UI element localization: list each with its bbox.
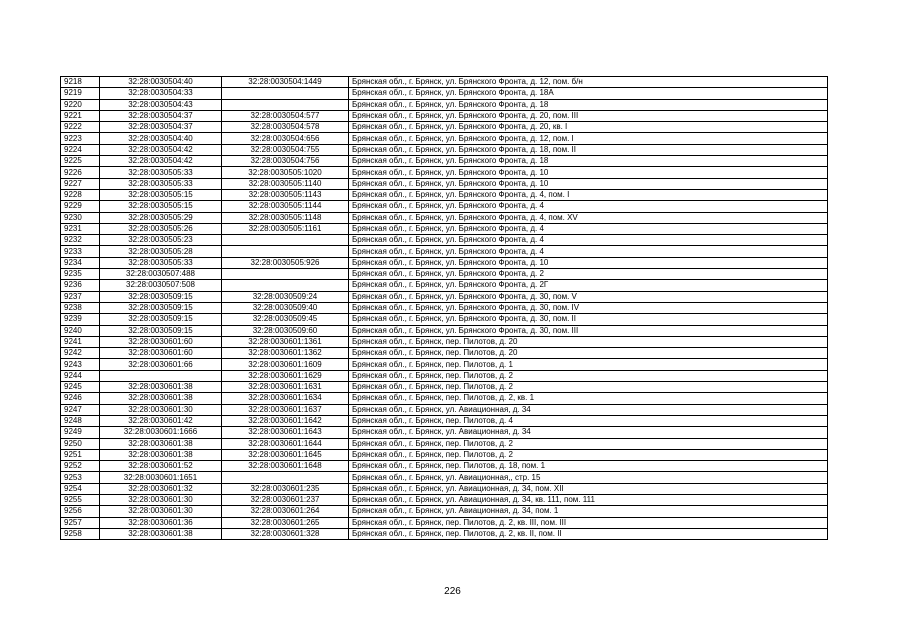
land-parcel-cadastral-number-cell: 32:28:0030509:15 bbox=[100, 314, 222, 325]
land-parcel-cadastral-number-cell: 32:28:0030505:29 bbox=[100, 212, 222, 223]
object-cadastral-number-cell: 32:28:0030601:1642 bbox=[222, 415, 349, 426]
object-cadastral-number-cell: 32:28:0030505:1148 bbox=[222, 212, 349, 223]
land-parcel-cadastral-number-cell: 32:28:0030505:15 bbox=[100, 189, 222, 200]
address-cell: Брянская обл., г. Брянск, пер. Пилотов, д. 2, кв. 1 bbox=[349, 393, 828, 404]
address-cell: Брянская обл., г. Брянск, ул. Брянского Фронта, д. 30, пом. V bbox=[349, 291, 828, 302]
land-parcel-cadastral-number-cell: 32:28:0030505:33 bbox=[100, 167, 222, 178]
land-parcel-cadastral-number-cell: 32:28:0030504:40 bbox=[100, 77, 222, 88]
table-row bbox=[61, 472, 828, 483]
row-number-cell: 9251 bbox=[61, 449, 100, 460]
object-cadastral-number-cell: 32:28:0030504:755 bbox=[222, 144, 349, 155]
object-cadastral-number-cell: 32:28:0030505:1143 bbox=[222, 189, 349, 200]
table-row bbox=[61, 99, 828, 110]
table-row bbox=[61, 336, 828, 347]
object-cadastral-number-cell: 32:28:0030601:1634 bbox=[222, 393, 349, 404]
address-cell: Брянская обл., г. Брянск, ул. Брянского Фронта, д. 4 bbox=[349, 246, 828, 257]
address-cell: Брянская обл., г. Брянск, ул. Брянского Фронта, д. 10 bbox=[349, 167, 828, 178]
land-parcel-cadastral-number-cell: 32:28:0030601:38 bbox=[100, 393, 222, 404]
address-cell: Брянская обл., г. Брянск, ул. Брянского Фронта, д. 10 bbox=[349, 257, 828, 268]
row-number-cell: 9234 bbox=[61, 257, 100, 268]
object-cadastral-number-cell: 32:28:0030601:1362 bbox=[222, 348, 349, 359]
address-cell: Брянская обл., г. Брянск, ул. Брянского Фронта, д. 4 bbox=[349, 235, 828, 246]
land-parcel-cadastral-number-cell: 32:28:0030601:36 bbox=[100, 517, 222, 528]
land-parcel-cadastral-number-cell: 32:28:0030504:33 bbox=[100, 88, 222, 99]
table-row bbox=[61, 223, 828, 234]
address-cell: Брянская обл., г. Брянск, ул. Брянского Фронта, д. 2 bbox=[349, 269, 828, 280]
table-row bbox=[61, 246, 828, 257]
object-cadastral-number-cell: 32:28:0030505:1020 bbox=[222, 167, 349, 178]
land-parcel-cadastral-number-cell: 32:28:0030509:15 bbox=[100, 325, 222, 336]
row-number-cell: 9253 bbox=[61, 472, 100, 483]
object-cadastral-number-cell: 32:28:0030504:656 bbox=[222, 133, 349, 144]
table-row bbox=[61, 370, 828, 381]
table-row bbox=[61, 506, 828, 517]
object-cadastral-number-cell: 32:28:0030504:578 bbox=[222, 122, 349, 133]
land-parcel-cadastral-number-cell: 32:28:0030507:488 bbox=[100, 269, 222, 280]
land-parcel-cadastral-number-cell: 32:28:0030505:33 bbox=[100, 257, 222, 268]
table-row bbox=[61, 235, 828, 246]
address-cell: Брянская обл., г. Брянск, ул. Брянского Фронта, д. 4, пом. I bbox=[349, 189, 828, 200]
row-number-cell: 9235 bbox=[61, 269, 100, 280]
address-cell: Брянская обл., г. Брянск, пер. Пилотов, д. 2, кв. III, пом. III bbox=[349, 517, 828, 528]
table-row bbox=[61, 167, 828, 178]
row-number-cell: 9240 bbox=[61, 325, 100, 336]
object-cadastral-number-cell: 32:28:0030504:577 bbox=[222, 110, 349, 121]
row-number-cell: 9223 bbox=[61, 133, 100, 144]
table-row bbox=[61, 325, 828, 336]
row-number-cell: 9245 bbox=[61, 382, 100, 393]
table-row bbox=[61, 133, 828, 144]
address-cell: Брянская обл., г. Брянск, пер. Пилотов, д. 2, кв. II, пом. II bbox=[349, 528, 828, 539]
row-number-cell: 9248 bbox=[61, 415, 100, 426]
object-cadastral-number-cell: 32:28:0030601:1637 bbox=[222, 404, 349, 415]
table-row bbox=[61, 528, 828, 539]
row-number-cell: 9250 bbox=[61, 438, 100, 449]
address-cell: Брянская обл., г. Брянск, пер. Пилотов, д. 2 bbox=[349, 449, 828, 460]
table-row bbox=[61, 269, 828, 280]
object-cadastral-number-cell: 32:28:0030509:60 bbox=[222, 325, 349, 336]
row-number-cell: 9219 bbox=[61, 88, 100, 99]
row-number-cell: 9221 bbox=[61, 110, 100, 121]
row-number-cell: 9220 bbox=[61, 99, 100, 110]
land-parcel-cadastral-number-cell: 32:28:0030601:32 bbox=[100, 483, 222, 494]
object-cadastral-number-cell bbox=[222, 88, 349, 99]
row-number-cell: 9218 bbox=[61, 77, 100, 88]
land-parcel-cadastral-number-cell: 32:28:0030509:15 bbox=[100, 291, 222, 302]
object-cadastral-number-cell: 32:28:0030601:264 bbox=[222, 506, 349, 517]
object-cadastral-number-cell: 32:28:0030601:265 bbox=[222, 517, 349, 528]
object-cadastral-number-cell: 32:28:0030601:1645 bbox=[222, 449, 349, 460]
land-parcel-cadastral-number-cell: 32:28:0030505:28 bbox=[100, 246, 222, 257]
table-row bbox=[61, 461, 828, 472]
page-number: 226 bbox=[444, 586, 461, 597]
land-parcel-cadastral-number-cell: 32:28:0030504:37 bbox=[100, 110, 222, 121]
address-cell: Брянская обл., г. Брянск, ул. Брянского Фронта, д. 30, пом. II bbox=[349, 314, 828, 325]
row-number-cell: 9244 bbox=[61, 370, 100, 381]
object-cadastral-number-cell: 32:28:0030601:1629 bbox=[222, 370, 349, 381]
table-row bbox=[61, 291, 828, 302]
row-number-cell: 9256 bbox=[61, 506, 100, 517]
table-row bbox=[61, 257, 828, 268]
address-cell: Брянская обл., г. Брянск, пер. Пилотов, д. 4 bbox=[349, 415, 828, 426]
address-cell: Брянская обл., г. Брянск, пер. Пилотов, д. 2 bbox=[349, 382, 828, 393]
object-cadastral-number-cell: 32:28:0030601:1644 bbox=[222, 438, 349, 449]
row-number-cell: 9246 bbox=[61, 393, 100, 404]
table-row bbox=[61, 201, 828, 212]
land-parcel-cadastral-number-cell: 32:28:0030601:38 bbox=[100, 438, 222, 449]
address-cell: Брянская обл., г. Брянск, ул. Авиационная, д. 34, пом. XII bbox=[349, 483, 828, 494]
object-cadastral-number-cell: 32:28:0030601:1631 bbox=[222, 382, 349, 393]
object-cadastral-number-cell: 32:28:0030601:1361 bbox=[222, 336, 349, 347]
land-parcel-cadastral-number-cell: 32:28:0030601:42 bbox=[100, 415, 222, 426]
table-row bbox=[61, 280, 828, 291]
object-cadastral-number-cell bbox=[222, 472, 349, 483]
row-number-cell: 9230 bbox=[61, 212, 100, 223]
address-cell: Брянская обл., г. Брянск, ул. Авиационная, д. 34, кв. 111, пом. 111 bbox=[349, 494, 828, 505]
land-parcel-cadastral-number-cell: 32:28:0030601:66 bbox=[100, 359, 222, 370]
row-number-cell: 9255 bbox=[61, 494, 100, 505]
table-row bbox=[61, 393, 828, 404]
land-parcel-cadastral-number-cell: 32:28:0030601:1651 bbox=[100, 472, 222, 483]
row-number-cell: 9233 bbox=[61, 246, 100, 257]
address-cell: Брянская обл., г. Брянск, ул. Авиационная,, стр. 15 bbox=[349, 472, 828, 483]
object-cadastral-number-cell: 32:28:0030505:1144 bbox=[222, 201, 349, 212]
land-parcel-cadastral-number-cell: 32:28:0030507:508 bbox=[100, 280, 222, 291]
row-number-cell: 9258 bbox=[61, 528, 100, 539]
land-parcel-cadastral-number-cell: 32:28:0030504:40 bbox=[100, 133, 222, 144]
land-parcel-cadastral-number-cell: 32:28:0030504:42 bbox=[100, 144, 222, 155]
land-parcel-cadastral-number-cell: 32:28:0030601:52 bbox=[100, 461, 222, 472]
address-cell: Брянская обл., г. Брянск, ул. Брянского Фронта, д. 4, пом. XV bbox=[349, 212, 828, 223]
address-cell: Брянская обл., г. Брянск, ул. Брянского Фронта, д. 4 bbox=[349, 223, 828, 234]
object-cadastral-number-cell: 32:28:0030601:1643 bbox=[222, 427, 349, 438]
address-cell: Брянская обл., г. Брянск, пер. Пилотов, д. 20 bbox=[349, 348, 828, 359]
land-parcel-cadastral-number-cell: 32:28:0030601:60 bbox=[100, 336, 222, 347]
land-parcel-cadastral-number-cell: 32:28:0030601:60 bbox=[100, 348, 222, 359]
address-cell: Брянская обл., г. Брянск, ул. Брянского Фронта, д. 18 bbox=[349, 156, 828, 167]
land-parcel-cadastral-number-cell: 32:28:0030601:30 bbox=[100, 506, 222, 517]
table-row bbox=[61, 178, 828, 189]
object-cadastral-number-cell: 32:28:0030504:756 bbox=[222, 156, 349, 167]
row-number-cell: 9242 bbox=[61, 348, 100, 359]
registry-table bbox=[60, 76, 828, 540]
address-cell: Брянская обл., г. Брянск, ул. Брянского Фронта, д. 2Г bbox=[349, 280, 828, 291]
table-row bbox=[61, 302, 828, 313]
object-cadastral-number-cell bbox=[222, 269, 349, 280]
row-number-cell: 9226 bbox=[61, 167, 100, 178]
land-parcel-cadastral-number-cell: 32:28:0030601:1666 bbox=[100, 427, 222, 438]
address-cell: Брянская обл., г. Брянск, пер. Пилотов, д. 1 bbox=[349, 359, 828, 370]
table-row bbox=[61, 438, 828, 449]
row-number-cell: 9231 bbox=[61, 223, 100, 234]
row-number-cell: 9228 bbox=[61, 189, 100, 200]
row-number-cell: 9249 bbox=[61, 427, 100, 438]
land-parcel-cadastral-number-cell: 32:28:0030504:42 bbox=[100, 156, 222, 167]
row-number-cell: 9254 bbox=[61, 483, 100, 494]
table-row bbox=[61, 110, 828, 121]
table-row bbox=[61, 404, 828, 415]
address-cell: Брянская обл., г. Брянск, ул. Брянского Фронта, д. 20, кв. I bbox=[349, 122, 828, 133]
land-parcel-cadastral-number-cell: 32:28:0030601:38 bbox=[100, 382, 222, 393]
land-parcel-cadastral-number-cell: 32:28:0030505:33 bbox=[100, 178, 222, 189]
row-number-cell: 9237 bbox=[61, 291, 100, 302]
address-cell: Брянская обл., г. Брянск, ул. Брянского Фронта, д. 12, пом. б/н bbox=[349, 77, 828, 88]
row-number-cell: 9238 bbox=[61, 302, 100, 313]
address-cell: Брянская обл., г. Брянск, пер. Пилотов, д. 18, пом. 1 bbox=[349, 461, 828, 472]
row-number-cell: 9257 bbox=[61, 517, 100, 528]
table-row bbox=[61, 77, 828, 88]
address-cell: Брянская обл., г. Брянск, ул. Брянского Фронта, д. 30, пом. IV bbox=[349, 302, 828, 313]
object-cadastral-number-cell: 32:28:0030601:235 bbox=[222, 483, 349, 494]
table-row bbox=[61, 348, 828, 359]
address-cell: Брянская обл., г. Брянск, ул. Брянского Фронта, д. 12, пом. I bbox=[349, 133, 828, 144]
land-parcel-cadastral-number-cell: 32:28:0030505:15 bbox=[100, 201, 222, 212]
address-cell: Брянская обл., г. Брянск, пер. Пилотов, д. 2 bbox=[349, 370, 828, 381]
row-number-cell: 9247 bbox=[61, 404, 100, 415]
address-cell: Брянская обл., г. Брянск, ул. Авиационная, д. 34, пом. 1 bbox=[349, 506, 828, 517]
table-row bbox=[61, 517, 828, 528]
object-cadastral-number-cell: 32:28:0030504:1449 bbox=[222, 77, 349, 88]
table-row bbox=[61, 88, 828, 99]
row-number-cell: 9243 bbox=[61, 359, 100, 370]
table-row bbox=[61, 427, 828, 438]
object-cadastral-number-cell bbox=[222, 246, 349, 257]
land-parcel-cadastral-number-cell: 32:28:0030504:37 bbox=[100, 122, 222, 133]
address-cell: Брянская обл., г. Брянск, ул. Брянского Фронта, д. 18А bbox=[349, 88, 828, 99]
table-row bbox=[61, 212, 828, 223]
address-cell: Брянская обл., г. Брянск, ул. Брянского Фронта, д. 10 bbox=[349, 178, 828, 189]
table-row bbox=[61, 415, 828, 426]
table-row bbox=[61, 144, 828, 155]
address-cell: Брянская обл., г. Брянск, ул. Авиационная, д. 34 bbox=[349, 427, 828, 438]
table-row bbox=[61, 382, 828, 393]
table-row bbox=[61, 189, 828, 200]
table-row bbox=[61, 449, 828, 460]
row-number-cell: 9224 bbox=[61, 144, 100, 155]
land-parcel-cadastral-number-cell: 32:28:0030601:30 bbox=[100, 404, 222, 415]
address-cell: Брянская обл., г. Брянск, пер. Пилотов, д. 20 bbox=[349, 336, 828, 347]
object-cadastral-number-cell: 32:28:0030505:1140 bbox=[222, 178, 349, 189]
land-parcel-cadastral-number-cell: 32:28:0030601:38 bbox=[100, 528, 222, 539]
row-number-cell: 9227 bbox=[61, 178, 100, 189]
table-row bbox=[61, 483, 828, 494]
address-cell: Брянская обл., г. Брянск, ул. Авиационная, д. 34 bbox=[349, 404, 828, 415]
land-parcel-cadastral-number-cell: 32:28:0030505:23 bbox=[100, 235, 222, 246]
address-cell: Брянская обл., г. Брянск, ул. Брянского Фронта, д. 18 bbox=[349, 99, 828, 110]
object-cadastral-number-cell: 32:28:0030509:45 bbox=[222, 314, 349, 325]
table-row bbox=[61, 494, 828, 505]
land-parcel-cadastral-number-cell: 32:28:0030505:26 bbox=[100, 223, 222, 234]
row-number-cell: 9232 bbox=[61, 235, 100, 246]
row-number-cell: 9239 bbox=[61, 314, 100, 325]
row-number-cell: 9241 bbox=[61, 336, 100, 347]
land-parcel-cadastral-number-cell: 32:28:0030504:43 bbox=[100, 99, 222, 110]
object-cadastral-number-cell bbox=[222, 235, 349, 246]
object-cadastral-number-cell bbox=[222, 280, 349, 291]
row-number-cell: 9225 bbox=[61, 156, 100, 167]
row-number-cell: 9252 bbox=[61, 461, 100, 472]
object-cadastral-number-cell: 32:28:0030505:926 bbox=[222, 257, 349, 268]
land-parcel-cadastral-number-cell bbox=[100, 370, 222, 381]
object-cadastral-number-cell: 32:28:0030601:1609 bbox=[222, 359, 349, 370]
registry-table-body bbox=[61, 77, 828, 540]
object-cadastral-number-cell: 32:28:0030509:40 bbox=[222, 302, 349, 313]
row-number-cell: 9236 bbox=[61, 280, 100, 291]
object-cadastral-number-cell: 32:28:0030601:237 bbox=[222, 494, 349, 505]
object-cadastral-number-cell: 32:28:0030509:24 bbox=[222, 291, 349, 302]
land-parcel-cadastral-number-cell: 32:28:0030601:30 bbox=[100, 494, 222, 505]
address-cell: Брянская обл., г. Брянск, ул. Брянского Фронта, д. 4 bbox=[349, 201, 828, 212]
land-parcel-cadastral-number-cell: 32:28:0030601:38 bbox=[100, 449, 222, 460]
address-cell: Брянская обл., г. Брянск, ул. Брянского Фронта, д. 18, пом. II bbox=[349, 144, 828, 155]
object-cadastral-number-cell: 32:28:0030601:328 bbox=[222, 528, 349, 539]
table-row bbox=[61, 156, 828, 167]
object-cadastral-number-cell: 32:28:0030601:1648 bbox=[222, 461, 349, 472]
table-row bbox=[61, 359, 828, 370]
land-parcel-cadastral-number-cell: 32:28:0030509:15 bbox=[100, 302, 222, 313]
object-cadastral-number-cell bbox=[222, 99, 349, 110]
row-number-cell: 9222 bbox=[61, 122, 100, 133]
address-cell: Брянская обл., г. Брянск, ул. Брянского Фронта, д. 30, пом. III bbox=[349, 325, 828, 336]
table-row bbox=[61, 314, 828, 325]
address-cell: Брянская обл., г. Брянск, ул. Брянского Фронта, д. 20, пом. III bbox=[349, 110, 828, 121]
address-cell: Брянская обл., г. Брянск, пер. Пилотов, д. 2 bbox=[349, 438, 828, 449]
table-row bbox=[61, 122, 828, 133]
row-number-cell: 9229 bbox=[61, 201, 100, 212]
object-cadastral-number-cell: 32:28:0030505:1161 bbox=[222, 223, 349, 234]
